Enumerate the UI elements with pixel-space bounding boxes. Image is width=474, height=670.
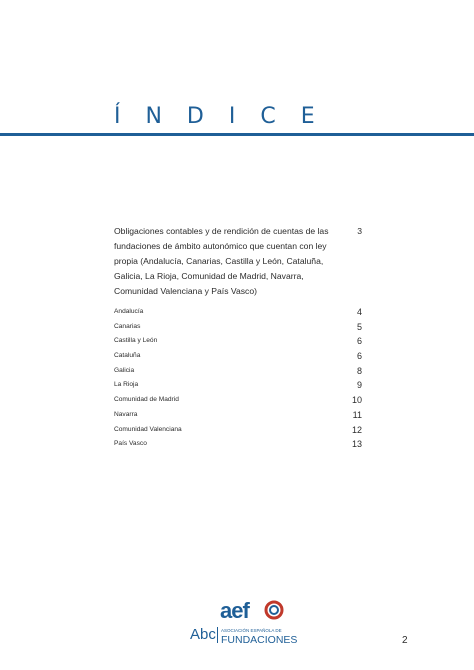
toc-entry bbox=[114, 423, 362, 438]
toc-entry-page: 5 bbox=[356, 321, 362, 332]
toc-entry-label: Comunidad Valenciana bbox=[114, 425, 182, 433]
toc-entry-page: 8 bbox=[356, 365, 362, 376]
logo-abc-text: Abc bbox=[190, 626, 216, 643]
toc-entry-list bbox=[114, 305, 362, 452]
toc-entry bbox=[114, 334, 362, 349]
logo-assoc-small: ASOCIACIÓN ESPAÑOLA DE bbox=[221, 628, 282, 633]
title-divider bbox=[0, 133, 474, 136]
toc-entry-label: Comunidad de Madrid bbox=[114, 396, 179, 404]
page-number: 2 bbox=[402, 635, 408, 646]
aef-logo bbox=[190, 598, 300, 648]
toc-entry-label: Galicia bbox=[114, 366, 135, 374]
logo-aef-text: aef bbox=[220, 598, 249, 623]
toc-entry bbox=[114, 437, 362, 452]
toc-main-entry-text: Obligaciones contables y de rendición de cuentas de las fundaciones de ámbito autonómico que cuentan con ley propia (Andalucía, Canarias, Castilla y León, Cataluña, Galicia, La Rioja, Comunidad de Madrid, Navarra, Comunidad Valenciana y País Vasco) bbox=[114, 226, 329, 296]
toc-entry-page: 6 bbox=[356, 351, 362, 362]
toc-entry bbox=[114, 320, 362, 335]
toc-entry-label: País Vasco bbox=[114, 440, 147, 448]
toc-entry-page: 12 bbox=[351, 424, 362, 435]
logo-ring-icon bbox=[264, 600, 284, 620]
toc-entry bbox=[114, 408, 362, 423]
toc-entry bbox=[114, 305, 362, 320]
toc-entry-label: La Rioja bbox=[114, 381, 139, 389]
toc-entry-label: Castilla y León bbox=[114, 337, 158, 345]
toc-entry-page: 11 bbox=[352, 409, 362, 420]
toc-entry-page: 6 bbox=[356, 336, 362, 347]
toc-main-entry-page: 3 bbox=[357, 226, 362, 236]
toc-entry bbox=[114, 393, 362, 408]
toc-entry-label: Cataluña bbox=[114, 352, 141, 360]
toc-entry-page: 4 bbox=[356, 307, 362, 317]
toc-entry bbox=[114, 349, 362, 364]
toc-entry-label: Canarias bbox=[114, 322, 141, 330]
logo-assoc-big: FUNDACIONES bbox=[221, 634, 298, 646]
toc-entry-label: Andalucía bbox=[114, 308, 144, 315]
toc-main-entry bbox=[114, 224, 362, 299]
toc-entry bbox=[114, 378, 362, 393]
toc-entry-page: 9 bbox=[356, 380, 362, 391]
toc-entry-page: 13 bbox=[351, 439, 362, 450]
toc-entry bbox=[114, 364, 362, 379]
toc-entry-page: 10 bbox=[351, 395, 362, 406]
page-title: Í N D I C E bbox=[114, 104, 324, 129]
table-of-contents bbox=[114, 224, 362, 452]
toc-entry-label: Navarra bbox=[114, 410, 138, 418]
logo-divider bbox=[217, 627, 218, 643]
